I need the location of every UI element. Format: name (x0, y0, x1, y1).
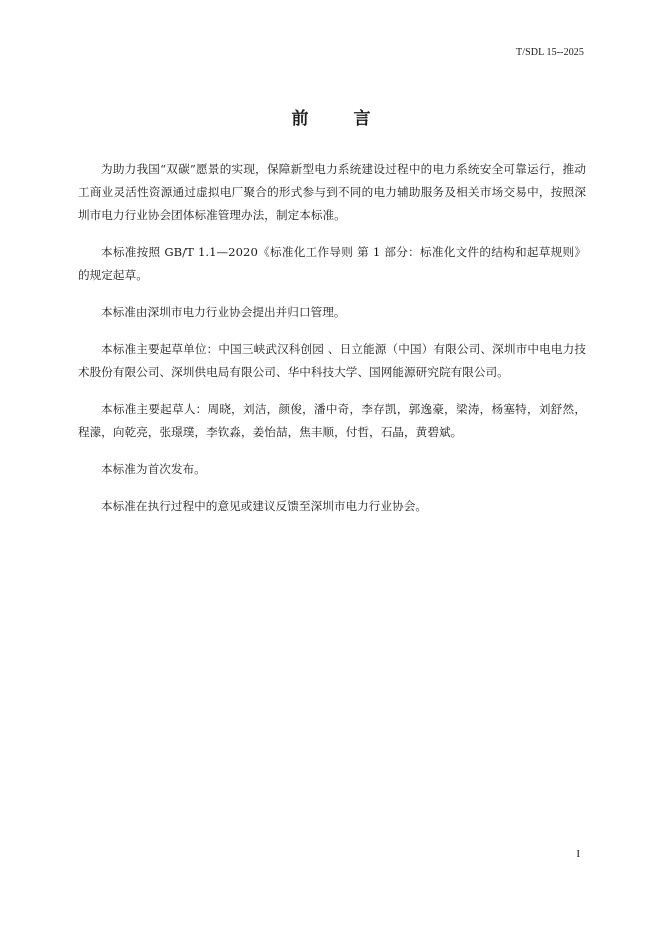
paragraph-drafters: 本标准主要起草人：周晓，刘洁，颜俊，潘中奇，李存凯，郭逸豪，梁涛，杨塞特，刘舒然，程濛，向乾亮，张璟璞，李钦淼，姜怡喆，焦丰顺，付哲，石晶，黄碧斌。 (78, 402, 586, 439)
foreword-body (78, 158, 586, 532)
paragraph-first-release: 本标准为首次发布。 (101, 462, 206, 476)
page-number: I (576, 848, 580, 860)
paragraph-drafting-units: 本标准主要起草单位：中国三峡武汉科创园 、日立能源（中国）有限公司、深圳市中电电力技术股份有限公司、深圳供电局有限公司、华中科技大学、国网能源研究院有限公司。 (78, 342, 586, 379)
standard-code: T/SDL 15--2025 (516, 47, 584, 58)
paragraph-purpose: 为助力我国“双碳”愿景的实现，保障新型电力系统建设过程中的电力系统安全可靠运行，推动工商业灵活性资源通过虚拟电厂聚合的形式参与到不同的电力辅助服务及相关市场交易中，按照深圳市电力行业协会团体标准管理办法，制定本标准。 (78, 162, 586, 222)
page-title: 前 言 (291, 109, 385, 129)
paragraph-feedback: 本标准在执行过程中的意见或建议反馈至深圳市电力行业协会。 (101, 499, 428, 513)
paragraph-proposer: 本标准由深圳市电力行业协会提出并归口管理。 (101, 305, 346, 319)
paragraph-drafting-rules: 本标准按照 GB/T 1.1—2020《标准化工作导则 第 1 部分：标准化文件的结构和起草规则》的规定起草。 (78, 245, 586, 282)
